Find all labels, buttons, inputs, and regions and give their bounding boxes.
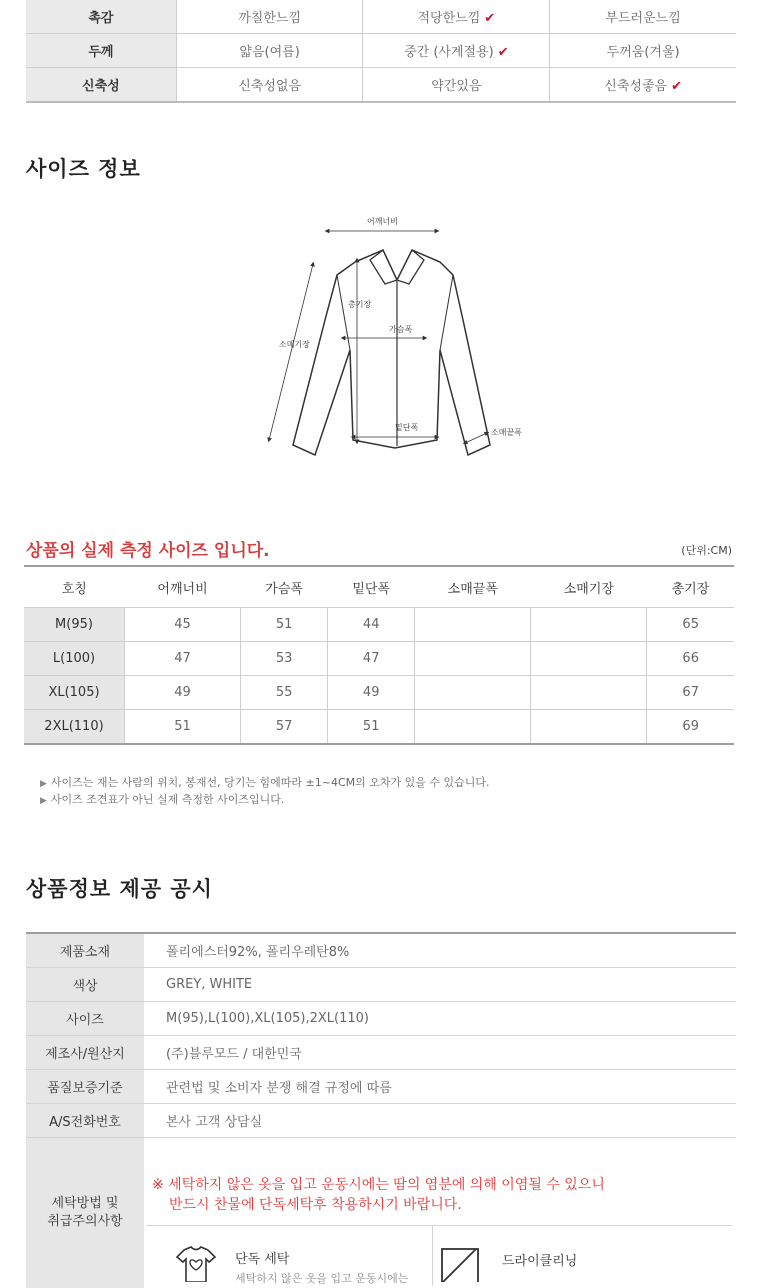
table-row bbox=[24, 676, 734, 710]
check-icon: ✔ bbox=[671, 79, 682, 94]
size-notes bbox=[40, 775, 490, 809]
feature-option: 적당한느낌 ✔ bbox=[363, 0, 550, 34]
note-1: ▶ 사이즈는 재는 사람의 위치, 봉재선, 당기는 힘에따라 ±1~4CM의 오차가 있을 수 있습니다. bbox=[40, 775, 490, 792]
care-item-1-text: 세탁하지 않은 옷을 입고 운동시에는 bbox=[235, 1270, 408, 1286]
size-value bbox=[531, 676, 647, 710]
size-header: 소매끝폭 bbox=[415, 566, 531, 608]
size-value: 66 bbox=[647, 642, 734, 676]
size-header: 소매기장 bbox=[531, 566, 647, 608]
info-row bbox=[26, 968, 736, 1002]
size-header: 호칭 bbox=[24, 566, 125, 608]
size-header: 밑단폭 bbox=[328, 566, 415, 608]
feature-row bbox=[26, 68, 736, 103]
size-value: 53 bbox=[241, 642, 328, 676]
table-row bbox=[24, 608, 734, 642]
size-value: 55 bbox=[241, 676, 328, 710]
table-row bbox=[24, 642, 734, 676]
info-value: (주)블루모드 / 대한민국 bbox=[144, 1036, 736, 1070]
info-row bbox=[26, 1104, 736, 1138]
size-value: 51 bbox=[125, 710, 241, 745]
size-value bbox=[531, 642, 647, 676]
info-value: GREY, WHITE bbox=[144, 968, 736, 1002]
size-header: 총기장 bbox=[647, 566, 734, 608]
feature-option: 부드러운느낌 bbox=[550, 0, 736, 34]
feature-option: 신축성좋음 ✔ bbox=[550, 68, 736, 103]
size-label: M(95) bbox=[24, 608, 125, 642]
feature-option: 신축성없음 bbox=[176, 68, 363, 103]
size-value: 57 bbox=[241, 710, 328, 745]
size-value: 67 bbox=[647, 676, 734, 710]
label-shoulder: 어깨너비 bbox=[367, 216, 398, 226]
feature-option: 까칠한느낌 bbox=[176, 0, 363, 34]
size-label: L(100) bbox=[24, 642, 125, 676]
size-value: 69 bbox=[647, 710, 734, 745]
label-hem: 밑단폭 bbox=[395, 422, 418, 432]
care-instructions bbox=[146, 1225, 732, 1286]
jacket-outline bbox=[293, 250, 490, 455]
dry-clean-icon bbox=[441, 1246, 481, 1282]
size-value: 44 bbox=[328, 608, 415, 642]
size-info-title: 사이즈 정보 bbox=[26, 153, 141, 183]
info-row bbox=[26, 1070, 736, 1104]
garment-measurement-diagram bbox=[255, 200, 545, 470]
feature-option: 약간있음 bbox=[363, 68, 550, 103]
size-header: 가슴폭 bbox=[241, 566, 328, 608]
feature-option: 두꺼움(겨울) bbox=[550, 34, 736, 68]
info-label: 사이즈 bbox=[26, 1002, 144, 1036]
feature-label: 촉감 bbox=[26, 0, 176, 34]
tshirt-wash-icon bbox=[176, 1246, 216, 1282]
unit-label: (단위:CM) bbox=[681, 542, 732, 558]
size-value bbox=[415, 676, 531, 710]
feature-row bbox=[26, 0, 736, 34]
measure-title: 상품의 실제 측정 사이즈 입니다. bbox=[26, 536, 270, 561]
feature-row bbox=[26, 34, 736, 68]
info-value: 본사 고객 상담실 bbox=[144, 1104, 736, 1138]
size-value bbox=[415, 608, 531, 642]
feature-option: 중간 (사계절용) ✔ bbox=[363, 34, 550, 68]
size-value: 51 bbox=[241, 608, 328, 642]
care-label: 세탁방법 및 취급주의사항 bbox=[26, 1138, 144, 1288]
size-value: 49 bbox=[328, 676, 415, 710]
size-value: 45 bbox=[125, 608, 241, 642]
size-value bbox=[415, 710, 531, 745]
size-value: 51 bbox=[328, 710, 415, 745]
size-label: XL(105) bbox=[24, 676, 125, 710]
feature-label: 두께 bbox=[26, 34, 176, 68]
care-item-1-title: 단독 세탁 bbox=[235, 1248, 289, 1267]
size-value bbox=[531, 710, 647, 745]
size-value: 65 bbox=[647, 608, 734, 642]
label-cuff: 소매끝폭 bbox=[491, 427, 522, 437]
info-row bbox=[26, 1002, 736, 1036]
info-label: A/S전화번호 bbox=[26, 1104, 144, 1138]
label-sleeve-length: 소매기장 bbox=[279, 339, 310, 349]
wash-warning: ※ 세탁하지 않은 옷을 입고 운동시에는 땀의 염분에 의해 이염될 수 있으니 반드시 찬물에 단독세탁후 착용하시기 바랍니다. bbox=[152, 1175, 605, 1215]
size-value: 49 bbox=[125, 676, 241, 710]
size-value bbox=[415, 642, 531, 676]
info-row bbox=[26, 1036, 736, 1070]
table-row bbox=[24, 710, 734, 745]
info-value: 관련법 및 소비자 분쟁 해결 규정에 따름 bbox=[144, 1070, 736, 1104]
info-title: 상품정보 제공 공시 bbox=[26, 873, 213, 903]
info-label: 색상 bbox=[26, 968, 144, 1002]
info-row bbox=[26, 933, 736, 968]
fabric-feature-table bbox=[26, 0, 736, 103]
check-icon: ✔ bbox=[484, 11, 495, 26]
info-value: 폴리에스터92%, 폴리우레탄8% bbox=[144, 933, 736, 968]
info-value: M(95),L(100),XL(105),2XL(110) bbox=[144, 1002, 736, 1036]
info-label: 품질보증기준 bbox=[26, 1070, 144, 1104]
size-table bbox=[24, 565, 734, 745]
care-item-2-title: 드라이클리닝 bbox=[502, 1250, 577, 1269]
size-value: 47 bbox=[125, 642, 241, 676]
note-2: ▶ 사이즈 조견표가 아닌 실제 측정한 사이즈입니다. bbox=[40, 792, 490, 809]
label-total-length: 총기장 bbox=[348, 299, 371, 309]
info-label: 제품소재 bbox=[26, 933, 144, 968]
size-header: 어깨너비 bbox=[125, 566, 241, 608]
feature-option: 얇음(여름) bbox=[176, 34, 363, 68]
check-icon: ✔ bbox=[498, 45, 509, 60]
size-value bbox=[531, 608, 647, 642]
info-label: 제조사/원산지 bbox=[26, 1036, 144, 1070]
size-value: 47 bbox=[328, 642, 415, 676]
size-label: 2XL(110) bbox=[24, 710, 125, 745]
feature-label: 신축성 bbox=[26, 68, 176, 103]
label-chest: 가슴폭 bbox=[389, 324, 412, 334]
